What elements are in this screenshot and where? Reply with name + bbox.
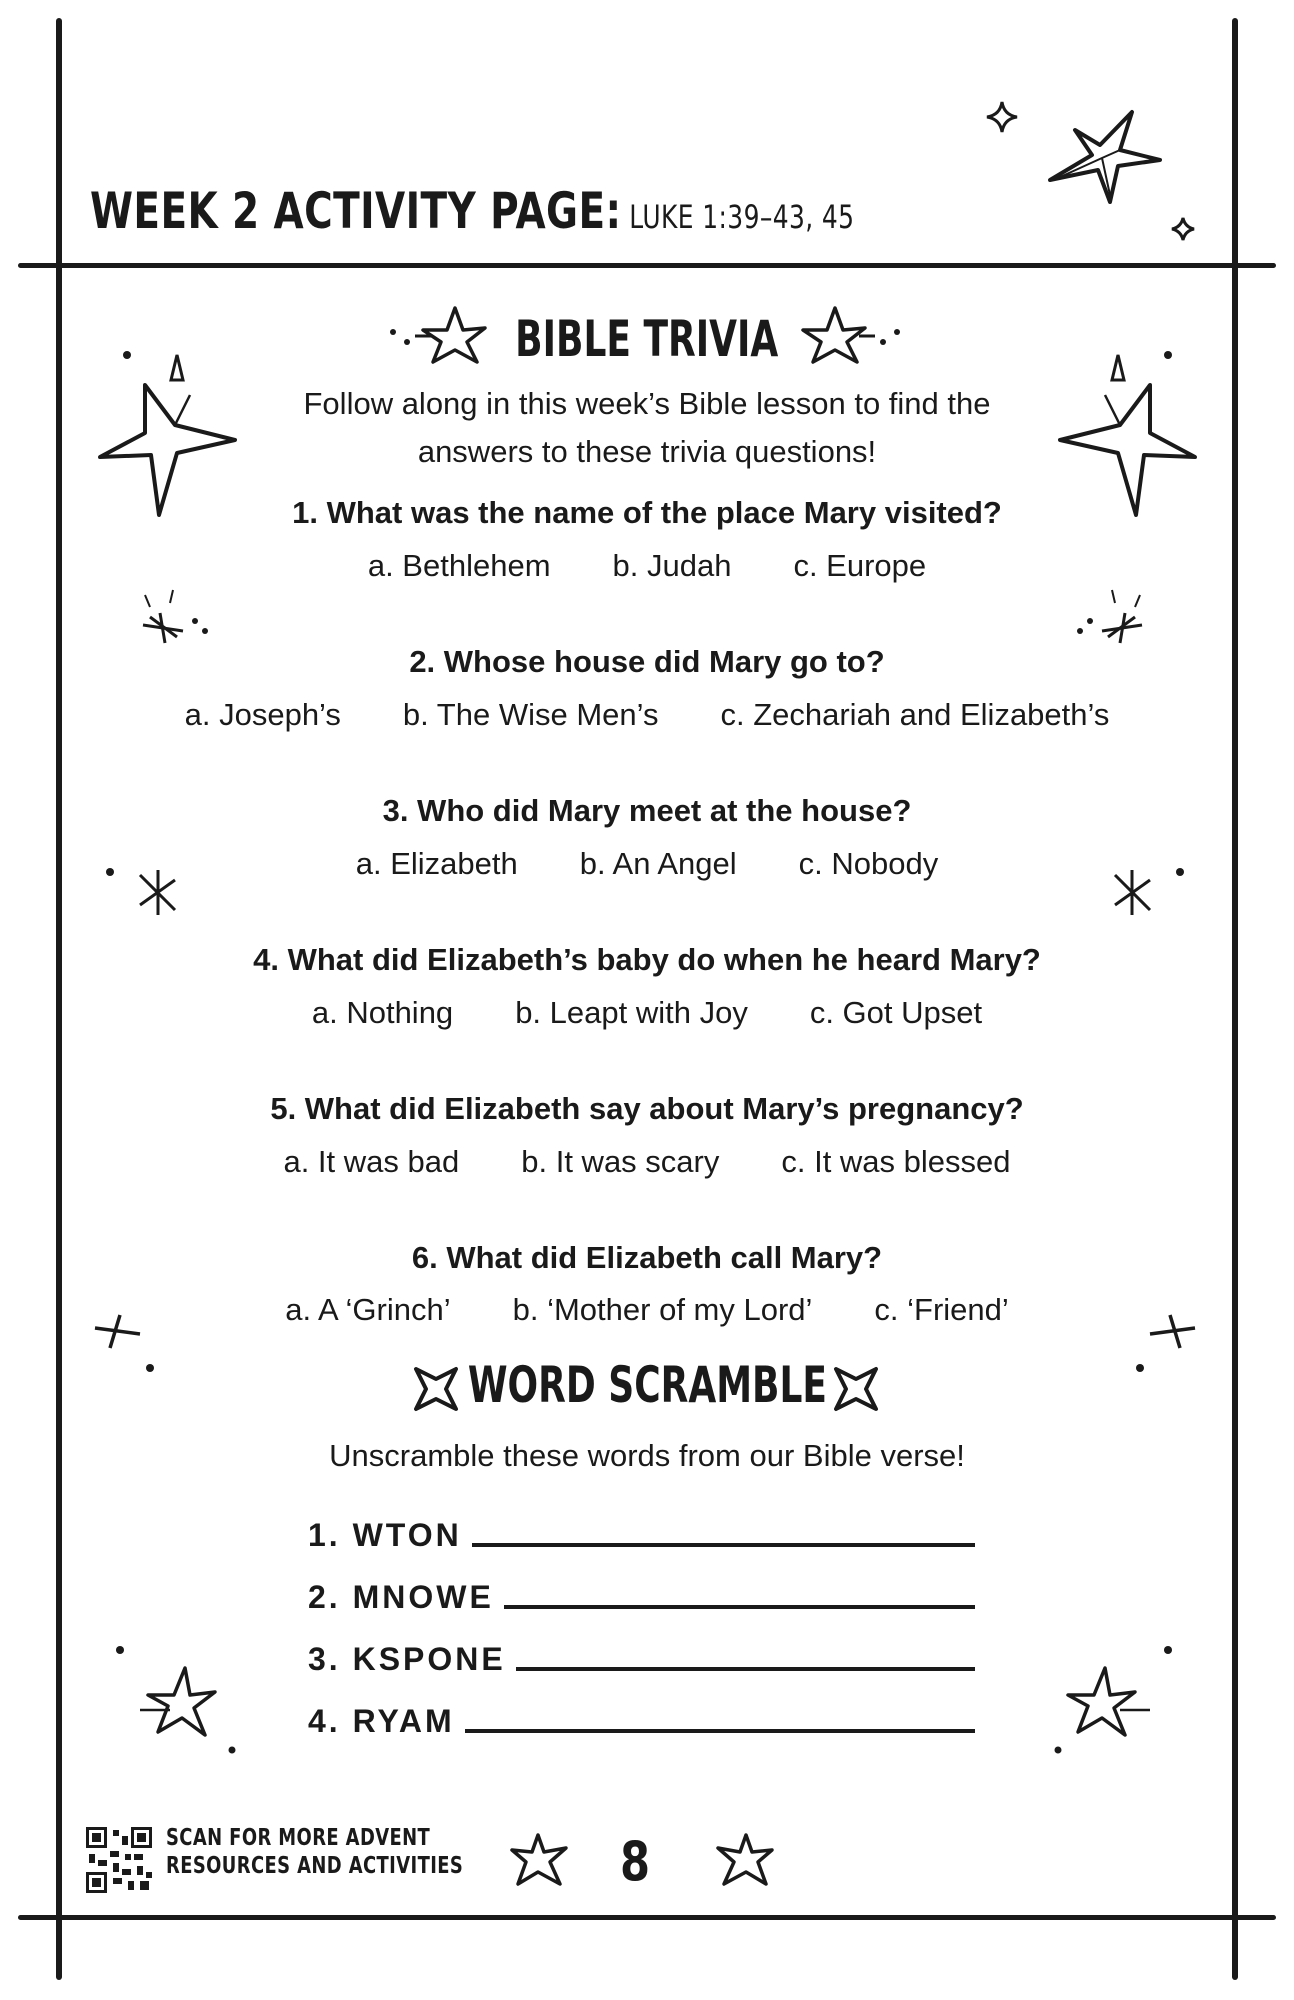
- trivia-intro-line: answers to these trivia questions!: [417, 434, 877, 469]
- star-icon: [1050, 1640, 1180, 1760]
- star-icon: [412, 1365, 460, 1413]
- option-c[interactable]: c. Europe: [793, 548, 927, 583]
- trivia-question: 2. Whose house did Mary go to?: [409, 644, 885, 679]
- answer-line[interactable]: [465, 1729, 975, 1733]
- option-c[interactable]: c. Nobody: [798, 846, 939, 881]
- trivia-intro-line: Follow along in this week’s Bible lesson to find the: [303, 386, 991, 421]
- answer-line[interactable]: [504, 1605, 975, 1609]
- option-b[interactable]: b. An Angel: [579, 846, 737, 881]
- trivia-question: 6. What did Elizabeth call Mary?: [411, 1240, 883, 1275]
- bible-trivia-title: BIBLE TRIVIA: [515, 310, 779, 368]
- option-b[interactable]: b. Leapt with Joy: [515, 995, 748, 1030]
- trivia-options: [60, 697, 1234, 733]
- trivia-options: [60, 1292, 1234, 1328]
- star-icon: [110, 1640, 240, 1760]
- option-a[interactable]: a. Elizabeth: [355, 846, 518, 881]
- sparkle-icon: [985, 100, 1019, 134]
- scripture-reference: LUKE 1:39–43, 45: [629, 198, 855, 236]
- footer-text-line: RESOURCES AND ACTIVITIES: [166, 1853, 464, 1879]
- page-title-text: WEEK 2 ACTIVITY PAGE:: [90, 182, 622, 240]
- trivia-options: [60, 1144, 1234, 1180]
- scramble-row: [308, 1567, 975, 1617]
- trivia-options: [60, 995, 1234, 1031]
- sparkle-icon: [1100, 860, 1190, 920]
- answer-line[interactable]: [472, 1543, 975, 1547]
- trivia-question: 3. Who did Mary meet at the house?: [382, 793, 912, 828]
- qr-code-icon[interactable]: [86, 1827, 152, 1893]
- scramble-row: [308, 1505, 975, 1555]
- sparkle-icon: [125, 585, 220, 665]
- option-b[interactable]: b. Judah: [612, 548, 732, 583]
- page-title: [90, 182, 854, 240]
- option-a[interactable]: a. Bethlehem: [367, 548, 551, 583]
- star-icon: [785, 300, 905, 370]
- trivia-options: [60, 548, 1234, 584]
- word-scramble-intro: Unscramble these words from our Bible verse!: [329, 1438, 965, 1473]
- option-b[interactable]: b. It was scary: [521, 1144, 720, 1179]
- scramble-row: [308, 1691, 975, 1741]
- scramble-row: [308, 1629, 975, 1679]
- scrambled-word: 3. KSPONE: [308, 1641, 506, 1677]
- star-icon: [508, 1830, 572, 1890]
- option-c[interactable]: c. ‘Friend’: [874, 1292, 1009, 1327]
- star-icon: [832, 1365, 880, 1413]
- footer-scan-text: [166, 1824, 463, 1880]
- scrambled-word: 2. MNOWE: [308, 1579, 494, 1615]
- trivia-intro: [220, 380, 1074, 476]
- option-a[interactable]: a. It was bad: [283, 1144, 460, 1179]
- scrambled-word: 1. WTON: [308, 1517, 462, 1553]
- trivia-question: 5. What did Elizabeth say about Mary’s pregnancy?: [270, 1091, 1024, 1126]
- answer-line[interactable]: [516, 1667, 975, 1671]
- trivia-question: 4. What did Elizabeth’s baby do when he heard Mary?: [253, 942, 1041, 977]
- scrambled-word: 4. RYAM: [308, 1703, 455, 1739]
- star-icon: [1040, 100, 1170, 210]
- word-scramble-title: WORD SCRAMBLE: [467, 1356, 827, 1414]
- option-a[interactable]: a. A ‘Grinch’: [285, 1292, 451, 1327]
- trivia-question: 1. What was the name of the place Mary visited?: [292, 495, 1002, 530]
- word-scramble-heading: [0, 1356, 1294, 1414]
- trivia-options: [60, 846, 1234, 882]
- star-icon: [385, 300, 505, 370]
- option-b[interactable]: b. ‘Mother of my Lord’: [512, 1292, 813, 1327]
- option-b[interactable]: b. The Wise Men’s: [402, 697, 659, 732]
- option-a[interactable]: a. Joseph’s: [184, 697, 341, 732]
- footer-divider: [18, 1915, 1276, 1920]
- sparkle-icon: [1170, 216, 1196, 242]
- sparkle-icon: [100, 860, 190, 920]
- option-c[interactable]: c. Got Upset: [809, 995, 983, 1030]
- sparkle-icon: [1065, 585, 1160, 665]
- star-icon: [712, 1830, 776, 1890]
- option-c[interactable]: c. It was blessed: [781, 1144, 1011, 1179]
- option-c[interactable]: c. Zechariah and Elizabeth’s: [720, 697, 1110, 732]
- page-number: 8: [620, 1830, 651, 1893]
- header-divider: [18, 263, 1276, 268]
- option-a[interactable]: a. Nothing: [311, 995, 454, 1030]
- footer-text-line: SCAN FOR MORE ADVENT: [166, 1825, 431, 1851]
